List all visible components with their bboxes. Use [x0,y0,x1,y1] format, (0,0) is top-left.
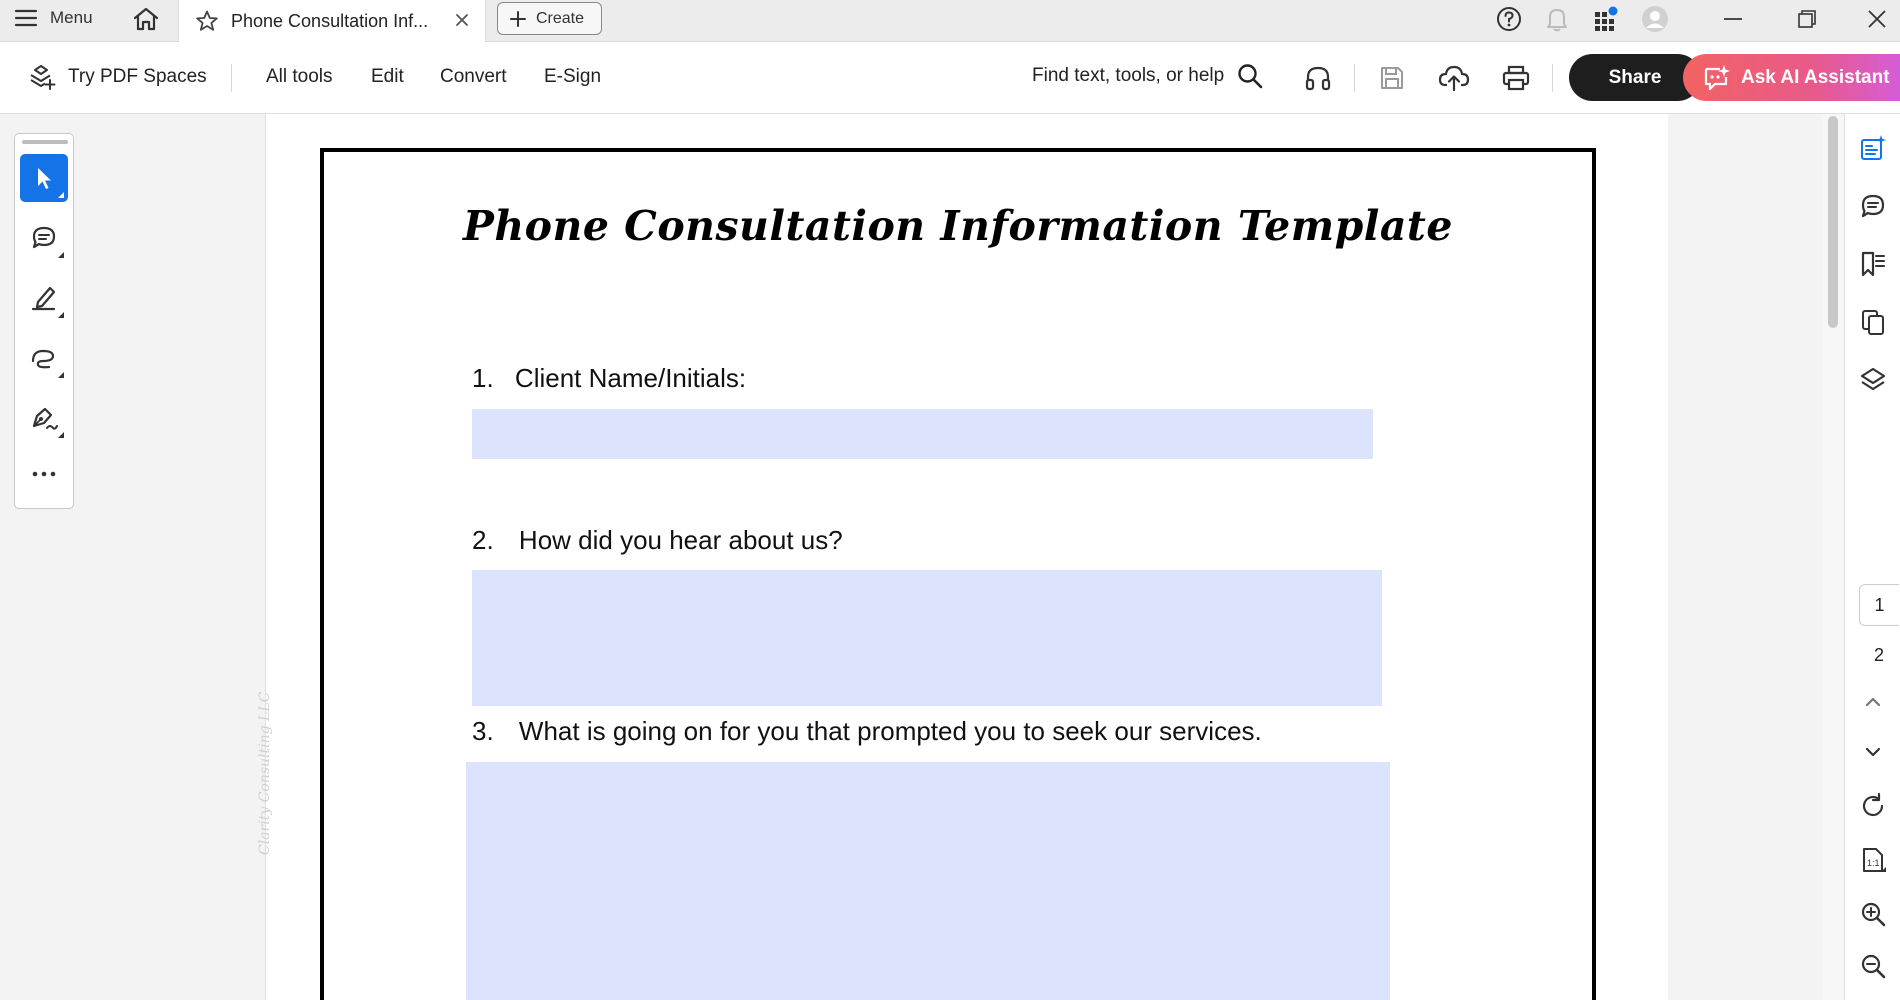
rotate-refresh-icon[interactable] [1857,790,1889,822]
ask-ai-assistant-button[interactable] [1683,54,1900,101]
rail-drag-handle[interactable] [22,140,68,144]
find-label: Find text, tools, or help [1032,65,1225,86]
question-2-label [472,525,843,556]
previous-page-icon[interactable] [1857,686,1889,718]
highlighter-pen-icon [30,284,58,312]
ask-ai-label: Ask AI Assistant [1741,66,1890,88]
question-text: Client Name/Initials: [514,363,747,393]
star-icon[interactable] [195,9,219,33]
comment-tool-button[interactable] [20,214,68,262]
share-button[interactable]: Share [1569,54,1701,101]
notification-bell-icon[interactable] [1542,4,1572,34]
toolbar-divider [231,64,232,92]
minimize-icon[interactable] [1718,4,1748,34]
pdf-page [320,148,1596,1000]
question-text: How did you hear about us? [518,525,843,555]
svg-text:1:1: 1:1 [1867,858,1880,868]
close-tab-icon[interactable] [451,9,473,31]
close-window-icon[interactable] [1862,4,1892,34]
document-tab[interactable] [178,0,486,42]
question-number: 2. [472,525,494,555]
document-viewport[interactable] [266,114,1668,1000]
document-title: Phone Consultation Information Template [463,202,1453,250]
referral-source-field[interactable] [472,570,1382,706]
more-tools-button[interactable] [20,450,68,498]
submenu-indicator [58,432,64,438]
menu-button[interactable] [14,0,93,36]
all-tools-link[interactable]: All tools [266,66,333,87]
bookmarks-panel-icon[interactable] [1857,248,1889,280]
freehand-draw-icon [29,345,59,371]
sign-tool-button[interactable] [20,394,68,442]
reason-for-services-field[interactable] [466,762,1390,1000]
find-search-button[interactable] [1032,62,1264,90]
restore-window-icon[interactable] [1792,4,1822,34]
cloud-upload-icon[interactable] [1438,62,1470,94]
hamburger-icon [14,8,38,28]
side-watermark: Clarity Consulting LLC [257,691,273,855]
submenu-indicator [58,312,64,318]
print-icon[interactable] [1500,62,1532,94]
question-1-label [472,363,746,394]
comments-panel-icon[interactable] [1857,190,1889,222]
client-name-field[interactable] [472,409,1373,459]
esign-link[interactable]: E-Sign [544,66,602,87]
help-icon[interactable] [1494,4,1524,34]
vertical-scrollbar[interactable] [1822,114,1844,1000]
main-toolbar [0,42,1900,114]
search-icon [1236,62,1264,90]
avatar-icon[interactable] [1640,4,1670,34]
toolbar-divider [1354,64,1355,92]
quick-tools-rail [14,133,74,509]
actual-size-icon[interactable] [1857,844,1889,876]
scrollbar-thumb[interactable] [1828,116,1838,328]
create-button[interactable] [497,2,602,35]
try-pdf-spaces-label: Try PDF Spaces [68,66,207,87]
edit-link[interactable]: Edit [371,66,404,87]
submenu-indicator [58,372,64,378]
highlight-tool-button[interactable] [20,274,68,322]
draw-tool-button[interactable] [20,334,68,382]
page-thumbnails-icon[interactable] [1857,306,1889,338]
ai-assistant-icon [1701,63,1731,93]
layers-panel-icon[interactable] [1857,364,1889,396]
question-number: 3. [472,716,494,746]
home-icon [132,6,160,32]
question-number: 1. [472,363,494,393]
fountain-pen-icon [29,404,59,432]
page-2-button[interactable]: 2 [1873,644,1884,665]
question-3-label [472,716,1262,747]
zoom-in-icon[interactable] [1857,898,1889,930]
plus-icon [510,11,526,27]
try-pdf-spaces-button[interactable] [26,62,207,92]
page-1-button[interactable]: 1 [1859,584,1899,626]
zoom-out-icon[interactable] [1857,950,1889,982]
menu-label: Menu [50,8,93,27]
ai-summary-panel-icon[interactable] [1857,132,1889,164]
tab-title: Phone Consultation Inf... [231,10,429,31]
save-icon[interactable] [1376,62,1408,94]
home-button[interactable] [130,3,162,35]
toolbar-divider [1552,64,1553,92]
spaces-icon [26,62,56,92]
convert-link[interactable]: Convert [440,66,507,87]
select-tool-button[interactable] [20,154,68,202]
title-bar [0,0,1900,42]
cursor-arrow-icon [33,165,55,191]
submenu-indicator [58,252,64,258]
create-label: Create [536,9,585,27]
comment-icon [30,224,58,252]
submenu-indicator [58,192,64,198]
more-options-icon [30,470,58,478]
apps-grid-icon[interactable] [1591,4,1621,34]
read-aloud-headphones-icon[interactable] [1302,62,1334,94]
question-text: What is going on for you that prompted you to seek our services. [518,716,1262,746]
right-side-rail [1844,114,1900,1000]
next-page-icon[interactable] [1857,736,1889,768]
